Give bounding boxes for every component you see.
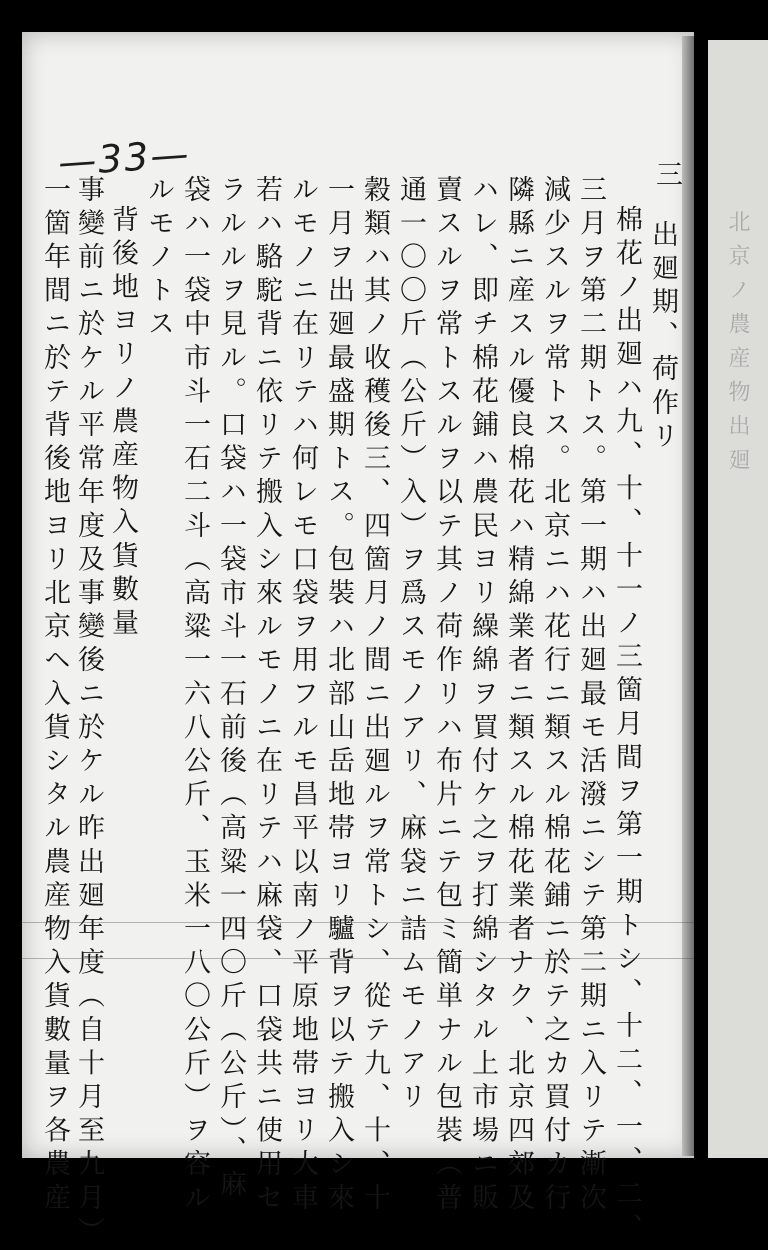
- text-column: 棉花ノ出廻ハ九、十、十一ノ三箇月間ヲ第一期トシ、十二、一、二、: [611, 205, 642, 1247]
- page-edge: [682, 36, 694, 1156]
- text-column: 袋ハ一袋中市斗一石二斗（高粱一六八公斤、玉米一八〇公斤）ヲ容ル: [179, 175, 210, 1217]
- text-column: 賣スルヲ常トスルヲ以テ其ノ荷作リハ布片ニテ包ミ簡単ナル包裝（普: [431, 175, 462, 1217]
- text-column: 穀類ハ其ノ收穫後三、四箇月ノ間ニ出廻ルヲ常トシ、從テ九、十、十: [359, 175, 390, 1217]
- section-4-heading: 背後地ヨリノ農産物入貨數量: [107, 205, 138, 642]
- facing-page-text: 北京ノ農産物出廻: [725, 210, 750, 482]
- text-column: ルモノニ在リテハ何レモ口袋ヲ用フルモ昌平以南ノ平原地帯ヨリ大車: [287, 175, 318, 1217]
- text-column: ハレ、即チ棉花鋪ハ農民ヨリ繰綿ヲ買付ケ之ヲ打綿シタル上市場ニ販: [467, 175, 498, 1217]
- section-3-heading: 出廻期、荷作リ: [647, 220, 678, 456]
- text-column: 一箇年間ニ於テ背後地ヨリ北京ヘ入貨シタル農産物入貨數量ヲ各農産: [39, 175, 70, 1217]
- text-column: ルモノトス: [143, 175, 174, 343]
- section-marker-3: 三: [651, 160, 682, 194]
- facing-page: [708, 40, 768, 1158]
- page-number: —33—: [56, 131, 192, 185]
- text-column: 一月ヲ出廻最盛期トス。包裝ハ北部山岳地帯ヨリ驢背ヲ以テ搬入シ來: [323, 175, 354, 1217]
- text-column: 若ハ駱駝背ニ依リテ搬入シ來ルモノニ在リテハ麻袋、口袋共ニ使用セ: [251, 175, 282, 1217]
- text-column: 事變前ニ於ケル平常年度及事變後ニ於ケル昨出廻年度（自十月至九月）: [73, 175, 104, 1250]
- text-column: 三月ヲ第二期トス。第一期ハ出廻最モ活潑ニシテ第二期ニ入リテ漸次: [575, 175, 606, 1217]
- text-column: 隣縣ニ産スル優良棉花ハ精綿業者ニ類スル棉花業者ナク、北京四郊及: [503, 175, 534, 1217]
- ruled-line: [22, 958, 694, 959]
- ruled-line: [22, 922, 694, 923]
- text-column: 通一〇〇斤（公斤）入）ヲ爲スモノアリ、麻袋ニ詰ムモノアリ: [395, 175, 426, 1116]
- text-column: ラルルヲ見ル。口袋ハ一袋市斗一石前後（高粱一四〇斤（公斤）、麻: [215, 175, 246, 1204]
- text-column: 減少スルヲ常トス。北京ニハ花行ニ類スル棉花鋪ニ於テ之カ買付カ行: [539, 175, 570, 1217]
